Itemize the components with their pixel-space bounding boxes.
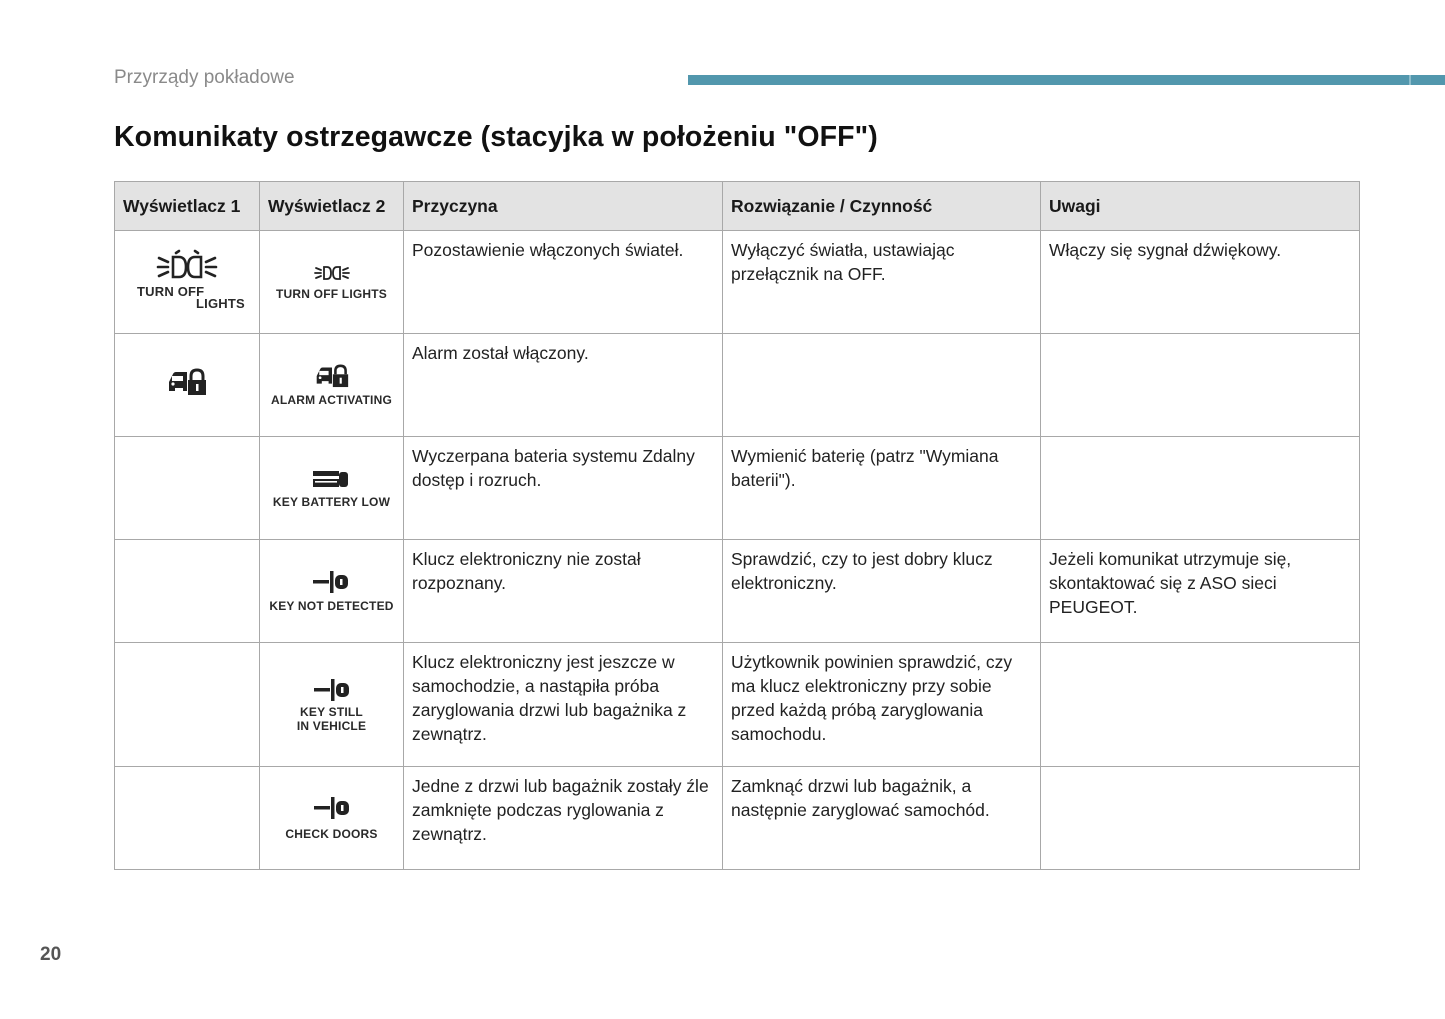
action-cell: Sprawdzić, czy to jest dobry klucz elektroniczny.: [723, 540, 1041, 643]
table-row: [115, 767, 1360, 870]
page-title: Komunikaty ostrzegawcze (stacyjka w położeniu "OFF"): [114, 121, 878, 153]
section-label: Przyrządy pokładowe: [114, 67, 295, 88]
action-cell: Użytkownik powinien sprawdzić, czy ma klucz elektroniczny przy sobie przed każdą próbą zaryglowania samochodu.: [723, 643, 1041, 767]
display2-cell: [260, 334, 404, 437]
table-row: [115, 231, 1360, 334]
display1-caption-line2: LIGHTS: [196, 296, 245, 311]
display2-cell: [260, 643, 404, 767]
action-cell: Wymienić baterię (patrz "Wymiana baterii").: [723, 437, 1041, 540]
column-header-display2: Wyświetlacz 2: [260, 182, 404, 231]
cause-cell: Klucz elektroniczny nie został rozpoznany.: [404, 540, 723, 643]
notes-cell: [1041, 334, 1360, 437]
notes-cell: [1041, 643, 1360, 767]
column-header-action: Rozwiązanie / Czynność: [723, 182, 1041, 231]
cause-cell: Wyczerpana bateria systemu Zdalny dostęp i rozruch.: [404, 437, 723, 540]
notes-cell: [1041, 767, 1360, 870]
key-battery-icon: [311, 468, 351, 490]
display1-caption: [132, 284, 245, 315]
display2-cell: [260, 231, 404, 334]
cause-cell: Klucz elektroniczny jest jeszcze w samochodzie, a nastąpiła próba zaryglowania drzwi lub bagażnika z zewnątrz.: [404, 643, 723, 767]
header-bar-notch: [1409, 75, 1411, 85]
action-cell: Wyłączyć światła, ustawiając przełącznik na OFF.: [723, 231, 1041, 334]
page-number: 20: [40, 944, 62, 965]
header-accent-bar: [688, 75, 1445, 85]
column-header-display1: Wyświetlacz 1: [115, 182, 260, 231]
action-cell: [723, 334, 1041, 437]
warning-messages-table: [114, 181, 1360, 870]
display2-caption: KEY BATTERY LOW: [272, 494, 391, 509]
display1-cell: [115, 437, 260, 540]
notes-cell: Jeżeli komunikat utrzymuje się, skontaktować się z ASO sieci PEUGEOT.: [1041, 540, 1360, 643]
electronic-key-icon: [312, 795, 352, 821]
headlights-icon: [314, 263, 350, 283]
column-header-notes: Uwagi: [1041, 182, 1360, 231]
table-row: [115, 334, 1360, 437]
display1-cell: [115, 643, 260, 767]
display2-cell: [260, 767, 404, 870]
column-header-cause: Przyczyna: [404, 182, 723, 231]
display2-caption: KEY NOT DETECTED: [269, 599, 394, 613]
display1-cell: [115, 334, 260, 437]
car-alarm-lock-icon: [315, 363, 349, 389]
display2-cell: [260, 540, 404, 643]
display2-caption: CHECK DOORS: [285, 827, 378, 841]
display1-cell: [115, 231, 260, 334]
cause-cell: Pozostawienie włączonych świateł.: [404, 231, 723, 334]
car-alarm-lock-icon: [167, 367, 207, 397]
display2-caption-line1: KEY STILL: [300, 704, 363, 719]
electronic-key-icon: [311, 569, 351, 595]
notes-cell: [1041, 437, 1360, 540]
table-header-row: [115, 182, 1360, 231]
display2-caption: ALARM ACTIVATING: [271, 393, 392, 407]
headlights-icon: [155, 249, 219, 285]
display2-caption-line2: IN VEHICLE: [296, 718, 367, 733]
display2-caption: TURN OFF LIGHTS: [276, 287, 387, 301]
display1-cell: [115, 540, 260, 643]
table-row: [115, 437, 1360, 540]
display2-cell: [260, 437, 404, 540]
table-row: [115, 643, 1360, 767]
table-row: [115, 540, 1360, 643]
electronic-key-icon: [312, 677, 352, 703]
notes-cell: Włączy się sygnał dźwiękowy.: [1041, 231, 1360, 334]
action-cell: Zamknąć drzwi lub bagażnik, a następnie zaryglować samochód.: [723, 767, 1041, 870]
cause-cell: Jedne z drzwi lub bagażnik zostały źle zamknięte podczas ryglowania z zewnątrz.: [404, 767, 723, 870]
display2-caption: [297, 705, 366, 733]
display1-caption-line1: TURN OFF: [137, 284, 205, 299]
display1-cell: [115, 767, 260, 870]
cause-cell: Alarm został włączony.: [404, 334, 723, 437]
